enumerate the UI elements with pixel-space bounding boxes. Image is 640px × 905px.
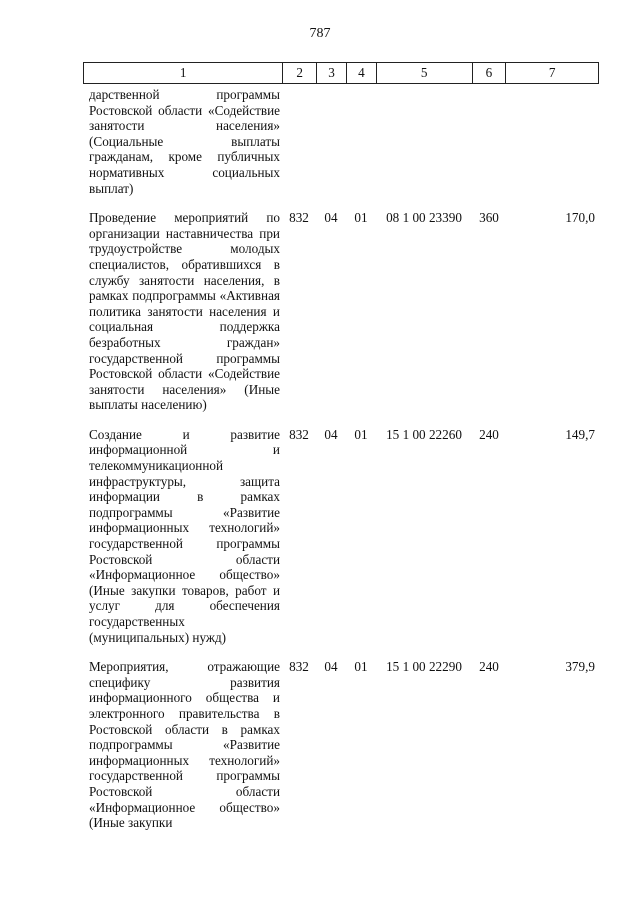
header-col-6: 6: [472, 63, 506, 83]
header-col-5: 5: [376, 63, 472, 83]
row-section-code: 04: [324, 659, 338, 675]
row-description: Мероприятия, отражающие специфику развития информационного общества и электронного правительства в Ростовской области в рамках подпрограммы «Развитие информационных технологий» государственной программы Ростовской области «Информационное общество» (Иные закупки: [89, 659, 280, 831]
row-description: дарственной программы Ростовской области «Содействие занятости населения» (Социальные выплаты гражданам, кроме публичных нормативных социальных выплат): [89, 87, 280, 196]
row-target-item-code: 08 1 00 23390: [386, 210, 462, 226]
row-expense-type-code: 360: [479, 210, 499, 226]
row-section-code: 04: [324, 210, 338, 226]
header-col-3: 3: [316, 63, 346, 83]
table-row: [83, 87, 599, 196]
row-amount: 379,9: [565, 659, 595, 675]
row-amount: 149,7: [565, 426, 595, 442]
page-number: 787: [309, 26, 331, 41]
row-ministry-code: 832: [289, 426, 309, 442]
row-description: Проведение мероприятий по организации наставничества при трудоустройстве молодых специалистов, обратившихся в службу занятости населения, в рамках подпрограммы «Активная политика занятости населения и социальная поддержка безработных граждан» государственной программы Ростовской области «Содействие занятости населения» (Иные выплаты населению): [89, 210, 280, 413]
row-expense-type-code: 240: [479, 426, 499, 442]
row-subsection-code: 01: [354, 210, 368, 226]
table-row: [83, 659, 599, 831]
header-col-1: 1: [179, 65, 187, 81]
header-col-7: 7: [505, 63, 598, 83]
row-section-code: 04: [324, 426, 338, 442]
row-subsection-code: 01: [354, 659, 368, 675]
row-target-item-code: 15 1 00 22260: [386, 426, 462, 442]
header-col-4: 4: [346, 63, 376, 83]
row-expense-type-code: 240: [479, 659, 499, 675]
table-row: [83, 427, 599, 645]
row-ministry-code: 832: [289, 659, 309, 675]
table-row: [83, 210, 599, 413]
budget-table: [83, 62, 599, 831]
row-target-item-code: 15 1 00 22290: [386, 659, 462, 675]
row-description: Создание и развитие информационной и телекоммуникационной инфраструктуры, защита информации в рамках подпрограммы «Развитие информационных технологий» государственной программы Ростовской области «Информационное общество» (Иные закупки товаров, работ и услуг для обеспечения государственных (муниципальных) нужд): [89, 426, 280, 645]
row-ministry-code: 832: [289, 210, 309, 226]
header-col-2: 2: [282, 63, 316, 83]
table-header-row: [83, 62, 599, 84]
row-subsection-code: 01: [354, 426, 368, 442]
row-amount: 170,0: [565, 210, 595, 226]
